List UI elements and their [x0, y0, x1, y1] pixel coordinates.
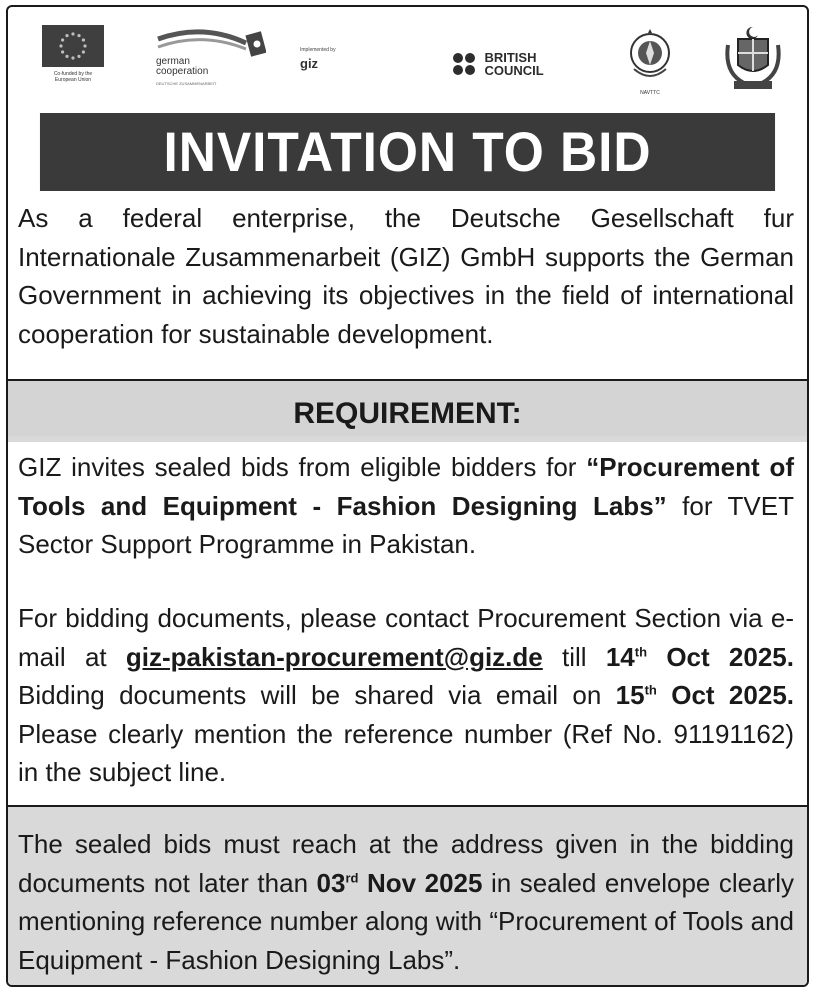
submission-text-1: The sealed bids must reach at the address given in the bidding documents not later than [18, 829, 794, 898]
deadline-2 [616, 680, 794, 710]
contact-text-3: Bidding documents will be shared via email on [18, 680, 616, 710]
british-council-line2: COUNCIL [484, 63, 544, 78]
eu-stars-icon [42, 25, 104, 67]
requirement-prefix: GIZ invites sealed bids from eligible bidders for [18, 452, 587, 482]
government-emblem-logo [724, 25, 782, 93]
requirement-paragraph [18, 448, 794, 564]
submission-deadline [317, 868, 483, 898]
deadline-2-suffix: th [644, 682, 657, 698]
requirement-heading-text: REQUIREMENT: [293, 397, 522, 430]
submission-deadline-day: 03 [316, 867, 346, 898]
intro-paragraph: As a federal enterprise, the Deutsche Gesellschaft fur Internationale Zusammenarbeit (GIZ) GmbH supports the German Government in achieving its objectives in the field of international cooperation for sustainable development. [18, 203, 794, 349]
title-banner [40, 113, 775, 191]
requirement-heading [8, 381, 807, 436]
giz-logo [300, 47, 380, 71]
navttc-crest-icon [626, 27, 674, 85]
contact-paragraph [18, 599, 794, 792]
deadline-1-day: 14 [605, 641, 635, 672]
contact-text-2: till [542, 641, 606, 672]
page-title: INVITATION TO BID [163, 120, 652, 183]
submission-paragraph [18, 825, 794, 979]
deadline-1 [606, 642, 794, 672]
submission-deadline-suffix: rd [345, 869, 359, 885]
german-cooperation-text [156, 57, 208, 77]
eu-flag-icon [42, 25, 104, 67]
british-council-dots-icon [453, 53, 475, 75]
requirement-project-title: “Procurement of Tools and Equipment - Fashion Designing Labs” [18, 452, 794, 521]
navttc-caption: NAVTTC [640, 90, 660, 96]
german-cooperation-swoosh-icon [156, 29, 266, 59]
german-cooperation-logo [156, 29, 266, 99]
navttc-logo [626, 27, 674, 96]
deadline-1-suffix: th [634, 643, 648, 659]
deadline-2-month-year: Oct 2025. [656, 680, 794, 710]
british-council-logo [453, 51, 544, 77]
divider [8, 805, 807, 807]
german-cooperation-line1: german [156, 56, 190, 67]
eu-caption-line1: Co-funded by the [53, 71, 93, 77]
eu-logo [38, 25, 108, 83]
giz-mark: giz [300, 56, 319, 71]
british-council-line1: BRITISH [484, 50, 537, 65]
advertisement-frame [6, 5, 809, 987]
eu-caption-line2: European Union [54, 77, 92, 83]
british-council-text [484, 51, 543, 77]
procurement-email-link[interactable]: giz-pakistan-procurement@giz.de [125, 641, 543, 672]
german-cooperation-line2: cooperation [156, 66, 209, 77]
deadline-2-day: 15 [615, 680, 645, 710]
submission-deadline-month-year: Nov 2025 [358, 867, 483, 898]
logo-strip [8, 7, 807, 113]
contact-text-4: Please clearly mention the reference number (Ref No. 91191162) in the subject line. [18, 718, 794, 787]
giz-implemented-by: Implemented by [300, 47, 336, 53]
deadline-1-month-year: Oct 2025. [647, 641, 794, 672]
eu-caption [38, 71, 108, 83]
state-emblem-icon [724, 25, 782, 93]
submission-text-2: in sealed envelope clearly mentioning reference number along with “Procurement of Tools and Equipment - Fashion Designing Labs”. [18, 867, 795, 975]
contact-text-1: For bidding documents, please contact Procurement Section via e-mail at [18, 603, 794, 672]
german-cooperation-tagline: DEUTSCHE ZUSAMMENARBEIT [156, 81, 217, 86]
requirement-suffix: for TVET Sector Support Programme in Pakistan. [18, 490, 794, 559]
